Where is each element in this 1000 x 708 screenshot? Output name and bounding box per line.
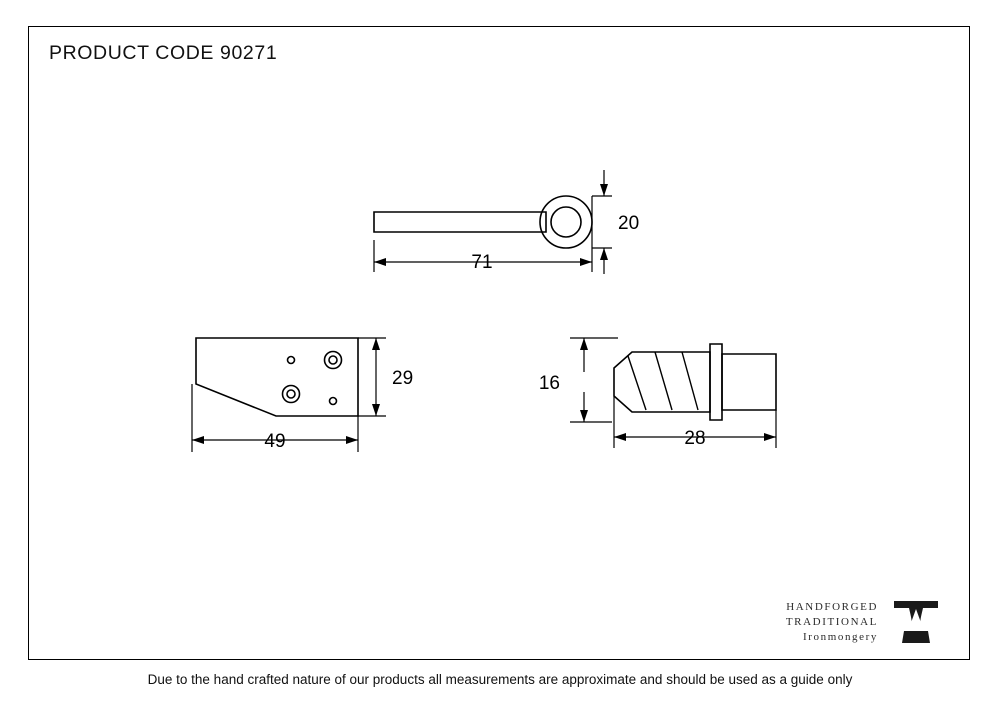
dimension-label-29: 29 [392,368,414,389]
dimension-29 [358,338,386,416]
dimension-label-71: 71 [471,252,493,273]
footer-disclaimer: Due to the hand crafted nature of our products all measurements are approximate and should be used as a guide only [147,672,853,687]
dimension-label-16: 16 [538,373,560,394]
wall-plug-view [614,344,776,420]
dimension-label-28: 28 [684,428,706,449]
brand-line-1: HANDFORGED [786,600,878,613]
brand-logo [770,592,942,652]
pin-and-ring-view [374,196,592,248]
bracket-side-view [196,338,358,416]
dimension-label-49: 49 [264,431,286,452]
dimension-20 [592,170,612,274]
anvil-icon [890,597,942,647]
brand-line-2: TRADITIONAL [785,615,878,628]
dimension-label-20: 20 [618,213,640,234]
brand-logo-text [786,600,878,645]
brand-line-3: Ironmongery [802,630,878,643]
dimension-16 [570,338,618,422]
page-title: PRODUCT CODE 90271 [49,42,278,64]
